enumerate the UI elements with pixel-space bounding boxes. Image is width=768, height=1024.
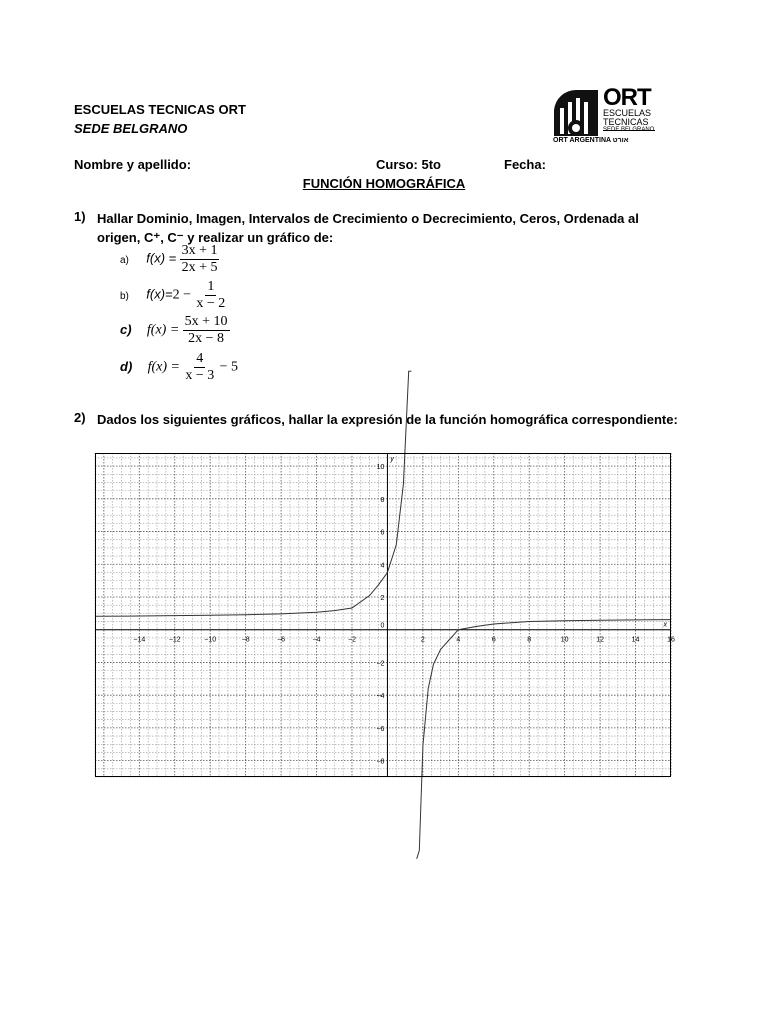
fraction-denominator: x − 3	[185, 368, 215, 383]
fraction-numerator: 1	[207, 279, 215, 294]
school-name: ESCUELAS TECNICAS ORT	[74, 102, 246, 117]
y-tick-label: −6	[376, 725, 385, 733]
x-tick-label: −10	[204, 636, 217, 644]
curves	[95, 371, 671, 859]
x-tick-label: 4	[456, 636, 461, 644]
x-tick-label: 8	[527, 636, 532, 644]
fraction-denominator: 2x + 5	[181, 260, 218, 275]
y-tick-label: 10	[376, 464, 385, 472]
item-label: a)	[120, 254, 129, 266]
q2-number: 2)	[74, 410, 86, 425]
y-tick-label: −4	[376, 693, 385, 701]
x-tick-label: 10	[560, 636, 569, 644]
fraction-denominator: x − 2	[196, 296, 226, 311]
item-lhs: f(x)=	[146, 286, 173, 302]
logo-line1: ESCUELAS	[603, 108, 652, 118]
item-fraction	[180, 243, 220, 276]
q1-item-a	[120, 243, 219, 276]
logo-line2: TECNICAS	[603, 117, 649, 127]
item-pre: 2 −	[172, 287, 192, 303]
logo-bottom: ORT ARGENTINA אורט	[553, 137, 629, 144]
gear-wheat-logo-icon	[552, 88, 600, 138]
school-sede: SEDE BELGRANO	[74, 121, 188, 136]
fraction-numerator: 5x + 10	[184, 314, 228, 329]
item-post: − 5	[219, 359, 238, 375]
x-tick-label: −2	[347, 636, 356, 644]
q2-text: Dados los siguientes gráficos, hallar la expresión de la función homográfica correspondiente:	[97, 412, 678, 427]
q1-item-d	[120, 351, 238, 384]
y-tick-label: −8	[376, 758, 385, 766]
item-label: b)	[120, 290, 129, 302]
nombre-label: Nombre y apellido:	[74, 157, 192, 172]
item-label: d)	[120, 358, 133, 374]
x-tick-label: −6	[277, 636, 286, 644]
y-tick-label: 6	[380, 529, 385, 537]
item-fraction	[183, 314, 230, 347]
y-tick-label: −2	[376, 660, 385, 668]
x-tick-label: −12	[168, 636, 181, 644]
x-tick-label: 16	[667, 636, 675, 644]
x-tick-label: 6	[491, 636, 496, 644]
q1-line2: origen, C⁺, C⁻ y realizar un gráfico de:	[97, 230, 334, 245]
y-tick-label: 4	[380, 562, 385, 570]
x-tick-label: 14	[631, 636, 640, 644]
y-axis-label: y	[390, 456, 394, 463]
y-tick-label: 0	[380, 622, 385, 630]
x-tick-label: 12	[596, 636, 605, 644]
q1-item-b	[120, 279, 227, 312]
q1-item-c	[120, 314, 230, 347]
fraction-numerator: 3x + 1	[181, 243, 218, 258]
curve-branch-1	[95, 371, 411, 616]
q1-number: 1)	[74, 209, 86, 224]
y-tick-label: 8	[380, 496, 385, 504]
item-fraction	[194, 279, 227, 312]
fraction-denominator: 2x − 8	[188, 331, 225, 346]
item-label: c)	[120, 321, 132, 337]
item-fraction	[183, 351, 216, 384]
q1-line1: Hallar Dominio, Imagen, Intervalos de Crecimiento o Decrecimiento, Ceros, Ordenada al	[97, 211, 639, 226]
item-lhs: f(x) =	[146, 322, 180, 338]
y-tick-label: 2	[380, 595, 385, 602]
curso-label: Curso: 5to	[376, 157, 441, 172]
curve-branch-2	[417, 620, 671, 859]
fraction-numerator: 4	[196, 351, 204, 366]
x-axis-label: x	[663, 621, 667, 629]
page-title: FUNCIÓN HOMOGRÁFICA	[302, 176, 466, 191]
x-tick-label: −8	[241, 636, 250, 644]
x-tick-label: −4	[312, 636, 321, 644]
item-lhs: f(x) =	[147, 359, 180, 375]
tick-labels	[133, 456, 675, 766]
fecha-label: Fecha:	[504, 157, 546, 172]
x-tick-label: −14	[133, 636, 146, 644]
logo-ort-text: ORT	[603, 84, 651, 111]
logo-divider	[603, 130, 655, 131]
x-tick-label: 2	[420, 636, 425, 644]
q1-text	[97, 209, 677, 247]
item-lhs: f(x) =	[146, 250, 177, 266]
homographic-function-graph	[95, 453, 675, 777]
